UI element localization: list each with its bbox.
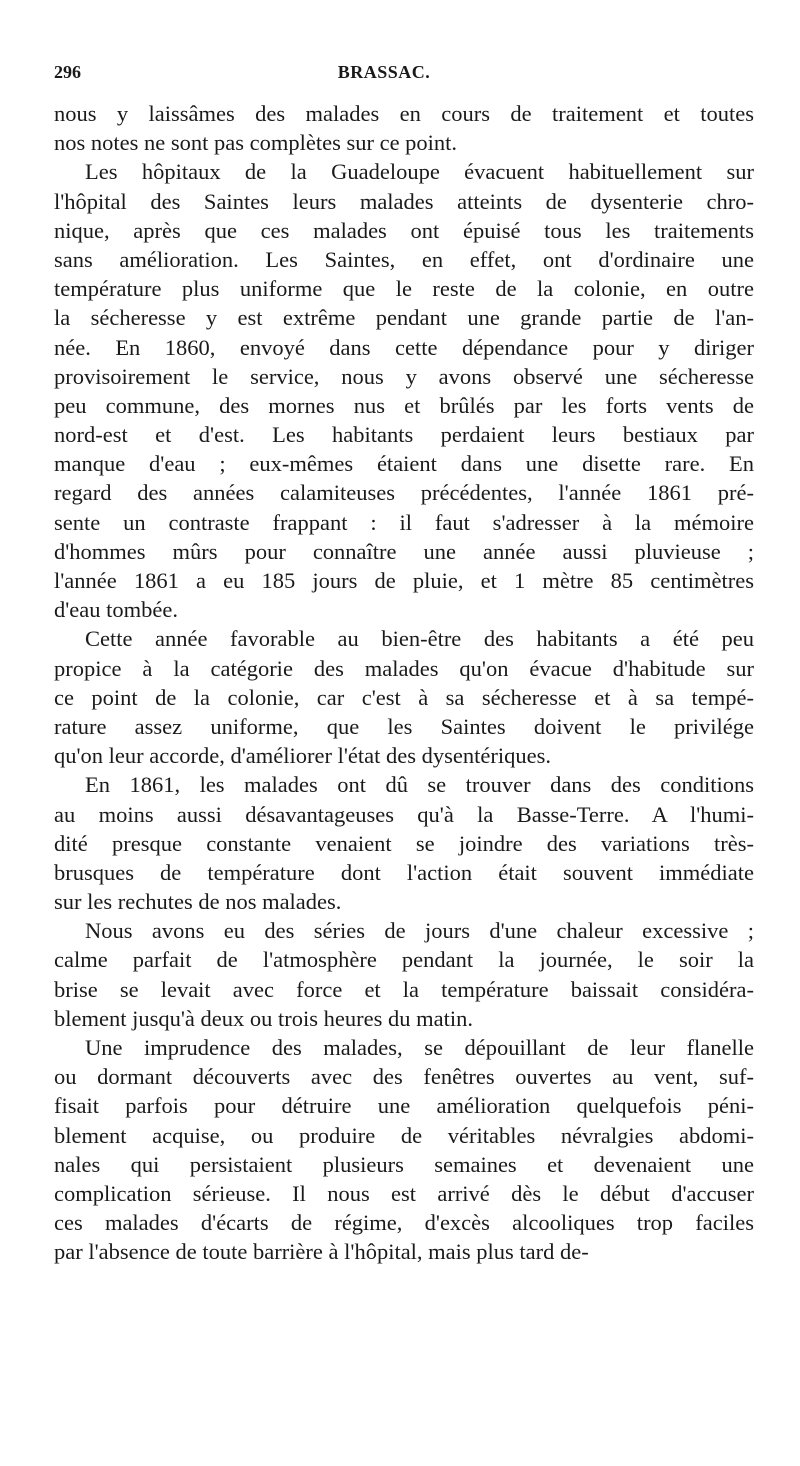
text-line: nales qui persistaient plusieurs semaines et devenaient une — [54, 1151, 754, 1177]
text-line: Une imprudence des malades, se dépouillant de leur flanelle — [85, 1035, 754, 1060]
paragraph — [54, 916, 754, 1033]
text-line: sans amélioration. Les Saintes, en effet, ont d'ordinaire une — [54, 246, 754, 272]
text-line: Cette année favorable au bien-être des habitants a été peu — [85, 626, 754, 652]
text-line: blement acquise, ou produire de véritables névralgies abdomi- — [54, 1122, 754, 1148]
paragraph — [54, 157, 754, 624]
text-line: nord-est et d'est. Les habitants perdaient leurs bestiaux par — [54, 422, 754, 448]
text-line: provisoirement le service, nous y avons observé une sécheresse — [54, 363, 754, 389]
text-line: propice à la catégorie des malades qu'on évacue d'habitude sur — [54, 655, 754, 681]
text-line: manque d'eau ; eux-mêmes étaient dans une disette rare. En — [54, 451, 754, 477]
text-line: par l'absence de toute barrière à l'hôpital, mais plus tard de- — [54, 1239, 589, 1265]
text-line: regard des années calamiteuses précédentes, l'année 1861 pré- — [54, 480, 754, 506]
text-line: brusques de température dont l'action était souvent immédiate — [54, 859, 754, 885]
text-line: au moins aussi désavantageuses qu'à la Basse-Terre. A l'humi- — [54, 801, 754, 827]
text-line: brise se levait avec force et la température baissait considéra- — [54, 976, 754, 1002]
text-line: l'hôpital des Saintes leurs malades atteints de dysenterie chro- — [54, 188, 754, 214]
text-line: Nous avons eu des séries de jours d'une chaleur excessive ; — [85, 918, 754, 944]
running-head — [54, 62, 754, 86]
text-line: température plus uniforme que le reste de la colonie, en outre — [54, 276, 754, 302]
text-line: calme parfait de l'atmosphère pendant la journée, le soir la — [54, 947, 754, 973]
text-line: Les hôpitaux de la Guadeloupe évacuent habituellement sur — [85, 159, 754, 185]
text-line: En 1861, les malades ont dû se trouver dans des conditions — [85, 772, 754, 798]
text-line: blement jusqu'à deux ou trois heures du matin. — [54, 1005, 473, 1031]
text-line: dité presque constante venaient se joindre des variations très- — [54, 830, 754, 856]
page-number: 296 — [54, 62, 81, 82]
paragraph — [54, 624, 754, 770]
paragraph — [54, 1033, 754, 1267]
text-line: ces malades d'écarts de régime, d'excès alcooliques trop faciles — [54, 1210, 754, 1236]
text-line: nos notes ne sont pas complètes sur ce point. — [54, 130, 458, 156]
text-line: nous y laissâmes des malades en cours de traitement et toutes — [54, 101, 754, 126]
text-line: l'année 1861 a eu 185 jours de pluie, et 1 mètre 85 centimètres — [54, 568, 754, 593]
text-line: d'eau tombée. — [54, 597, 179, 623]
text-line: rature assez uniforme, que les Saintes doivent le privilége — [54, 713, 754, 739]
text-line: nique, après que ces malades ont épuisé tous les traitements — [54, 217, 754, 243]
text-line: la sécheresse y est extrême pendant une grande partie de l'an- — [54, 305, 754, 331]
text-line: qu'on leur accorde, d'améliorer l'état des dysentériques. — [54, 743, 551, 769]
running-title: BRASSAC. — [337, 62, 431, 82]
text-line: fisait parfois pour détruire une amélioration quelquefois péni- — [54, 1093, 754, 1119]
paragraph — [54, 99, 754, 157]
body-text — [54, 99, 754, 1267]
text-line: ou dormant découverts avec des fenêtres ouvertes au vent, suf- — [54, 1064, 754, 1090]
paragraph — [54, 770, 754, 916]
text-line: née. En 1860, envoyé dans cette dépendance pour y diriger — [54, 334, 754, 360]
text-line: sur les rechutes de nos malades. — [54, 889, 342, 915]
text-line: complication sérieuse. Il nous est arrivé dès le début d'accuser — [54, 1180, 754, 1206]
text-line: peu commune, des mornes nus et brûlés par les forts vents de — [54, 392, 754, 418]
text-line: ce point de la colonie, car c'est à sa sécheresse et à sa tempé- — [54, 684, 754, 710]
text-line: sente un contraste frappant : il faut s'adresser à la mémoire — [54, 509, 754, 535]
text-line: d'hommes mûrs pour connaître une année aussi pluvieuse ; — [54, 538, 754, 564]
